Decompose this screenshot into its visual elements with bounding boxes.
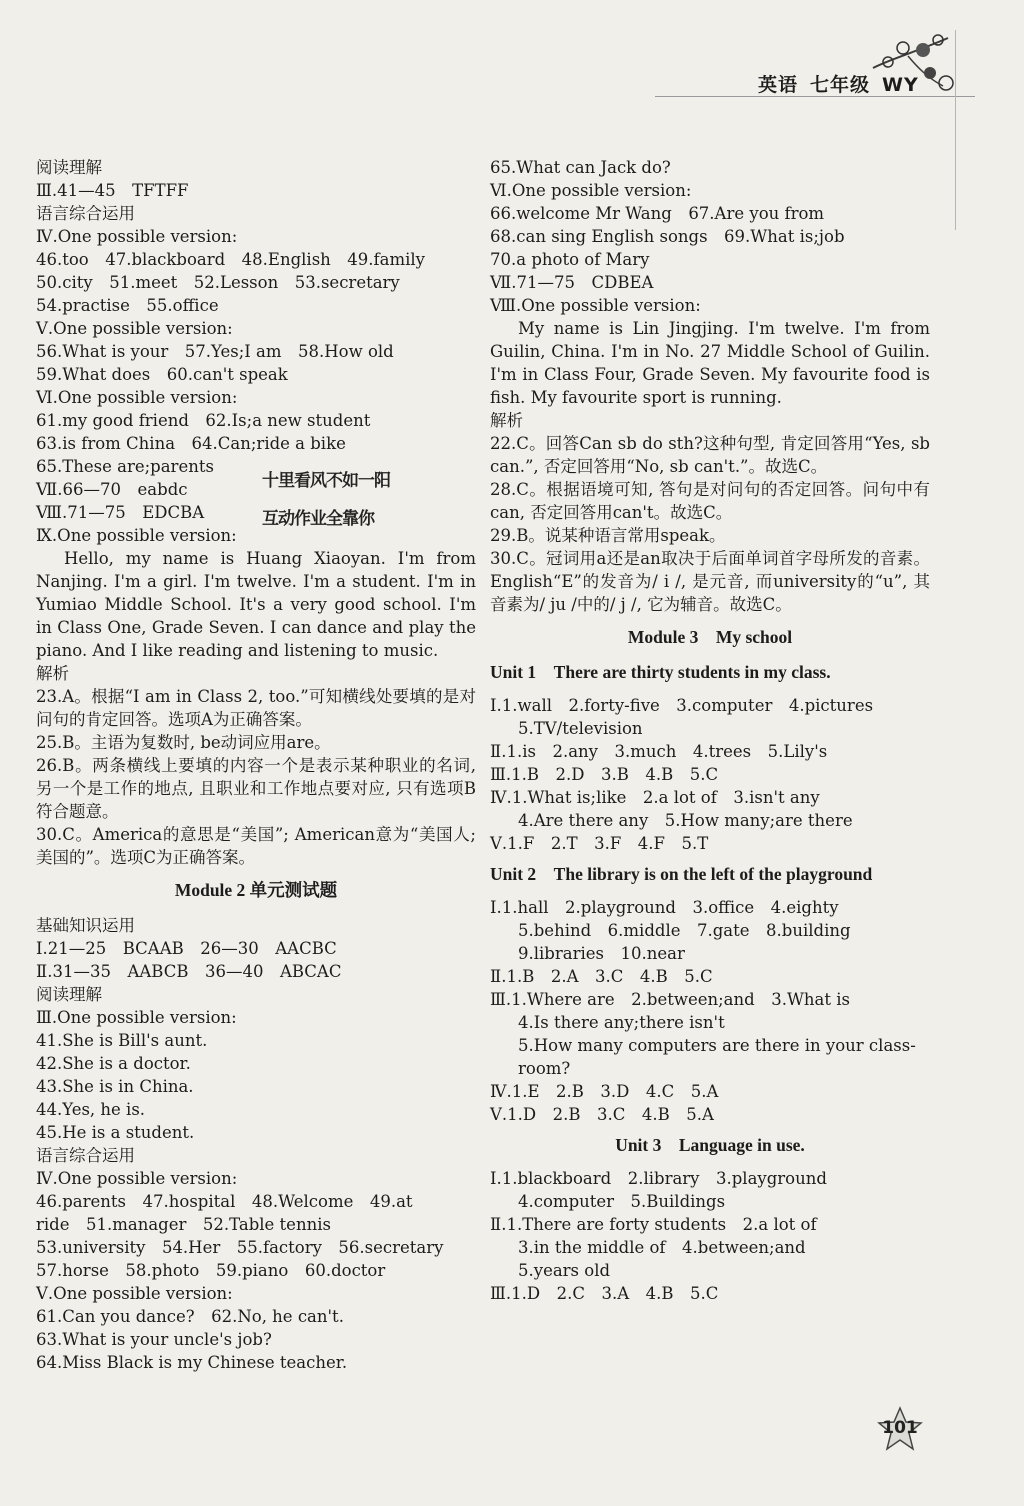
right-column bbox=[490, 156, 930, 1305]
answer-line: Ⅵ.One possible version: bbox=[490, 181, 692, 200]
answer-line: Ⅰ.1.hall 2.playground 3.office 4.eighty bbox=[490, 898, 839, 917]
essay-paragraph: My name is Lin Jingjing. I'm twelve. I'm from Guilin, China. I'm in No. 27 Middle School of Guilin. I'm in Class Four, Grade Seven. My favourite food is fish. My favourite sport is running. bbox=[490, 319, 930, 407]
page-number-badge bbox=[876, 1405, 924, 1453]
analysis-item: 25.B。主语为复数时, be动词应用are。 bbox=[36, 733, 331, 752]
answer-line: 阅读理解 bbox=[36, 985, 102, 1004]
answer-line: Ⅳ.1.What is;like 2.a lot of 3.isn't any bbox=[490, 788, 820, 807]
left-bottom-lines bbox=[36, 914, 476, 1374]
answer-line: Ⅶ.71—75 CDBEA bbox=[490, 273, 654, 292]
answer-line: Ⅰ.21—25 BCAAB 26—30 AACBC bbox=[36, 939, 337, 958]
answer-line: 4.Is there any;there isn't bbox=[518, 1013, 725, 1032]
answer-line: 阅读理解 bbox=[36, 158, 102, 177]
answer-line: 50.city 51.meet 52.Lesson 53.secretary bbox=[36, 273, 400, 292]
answer-line: 语言综合运用 bbox=[36, 204, 135, 223]
analysis-item: 26.B。两条横线上要填的内容一个是表示某种职业的名词, 另一个是工作的地点, 且职业和工作地点要对应, 只有选项B符合题意。 bbox=[36, 756, 476, 821]
answer-line: 9.libraries 10.near bbox=[518, 944, 685, 963]
analysis-item: 22.C。回答Can sb do sth?这种句型, 肯定回答用“Yes, sb can.”, 否定回答用“No, sb can't.”。故选C。 bbox=[490, 434, 930, 476]
answer-line: 66.welcome Mr Wang 67.Are you from bbox=[490, 204, 825, 223]
answer-line: 64.Miss Black is my Chinese teacher. bbox=[36, 1353, 348, 1372]
answer-line: 61.my good friend 62.Is;a new student bbox=[36, 411, 371, 430]
answer-line: 61.Can you dance? 62.No, he can't. bbox=[36, 1307, 344, 1326]
answer-line: 46.too 47.blackboard 48.English 49.family bbox=[36, 250, 426, 269]
answer-line: Ⅶ.66—70 eabdc bbox=[36, 480, 188, 499]
answer-line: Ⅲ.1.Where are 2.between;and 3.What is bbox=[490, 990, 850, 1009]
unit1-title: Unit 1 There are thirty students in my class. bbox=[490, 662, 831, 682]
answer-line: room? bbox=[518, 1059, 571, 1078]
answer-line: 68.can sing English songs 69.What is;job bbox=[490, 227, 845, 246]
grade-label: 七年级 bbox=[810, 74, 871, 96]
answer-line: Ⅰ.1.blackboard 2.library 3.playground bbox=[490, 1169, 827, 1188]
unit2-title: Unit 2 The library is on the left of the playground bbox=[490, 864, 873, 884]
answer-line: 3.in the middle of 4.between;and bbox=[518, 1238, 806, 1257]
answer-line: Ⅳ.One possible version: bbox=[36, 227, 238, 246]
answer-line: 54.practise 55.office bbox=[36, 296, 219, 315]
answer-line: 4.computer 5.Buildings bbox=[518, 1192, 726, 1211]
answer-line: 63.is from China 64.Can;ride a bike bbox=[36, 434, 346, 453]
handwritten-note-2: 互动作业全靠你 bbox=[262, 509, 374, 529]
analysis-label: 解析 bbox=[36, 664, 69, 683]
answer-line: Ⅵ.One possible version: bbox=[36, 388, 238, 407]
answer-line: Ⅱ.1.is 2.any 3.much 4.trees 5.Lily's bbox=[490, 742, 828, 761]
answer-line: Ⅷ.One possible version: bbox=[490, 296, 701, 315]
answer-line: 43.She is in China. bbox=[36, 1077, 194, 1096]
answer-line: Ⅴ.1.D 2.B 3.C 4.B 5.A bbox=[490, 1105, 714, 1124]
analysis-item: 28.C。根据语境可知, 答句是对问句的否定回答。问句中有can, 否定回答用can't。故选C。 bbox=[490, 480, 930, 522]
essay-paragraph: Hello, my name is Huang Xiaoyan. I'm from Nanjing. I'm a girl. I'm twelve. I'm a student. I'm in Yumiao Middle School. It's a very good school. I'm in Class One, Grade Seven. I can dance and play the piano. And I like reading and listening to music. bbox=[36, 549, 476, 660]
answer-line: 70.a photo of Mary bbox=[490, 250, 650, 269]
subject-label: 英语 bbox=[758, 74, 799, 96]
answer-line: Ⅴ.One possible version: bbox=[36, 319, 233, 338]
answer-line: Ⅳ.One possible version: bbox=[36, 1169, 238, 1188]
answer-line: 4.Are there any 5.How many;are there bbox=[518, 811, 853, 830]
answer-line: Ⅲ.41—45 TFTFF bbox=[36, 181, 189, 200]
answer-line: Ⅴ.1.F 2.T 3.F 4.F 5.T bbox=[490, 834, 709, 853]
answer-line: Ⅰ.1.wall 2.forty-five 3.computer 4.pictures bbox=[490, 696, 874, 715]
answer-line: 56.What is your 57.Yes;I am 58.How old bbox=[36, 342, 394, 361]
page-number: 101 bbox=[882, 1418, 918, 1438]
answer-line: 42.She is a doctor. bbox=[36, 1054, 191, 1073]
unit3-title: Unit 3 Language in use. bbox=[615, 1135, 805, 1155]
analysis-item: 30.C。冠词用a还是an取决于后面单词首字母所发的音素。English“E”的发音为/ i /, 是元音, 而university的“u”, 其音素为/ ju /中的/ j /, 它为辅音。故选C。 bbox=[490, 549, 930, 614]
answer-line: Ⅴ.One possible version: bbox=[36, 1284, 233, 1303]
answer-line: 5.years old bbox=[518, 1261, 611, 1280]
answer-line: Ⅷ.71—75 EDCBA bbox=[36, 503, 205, 522]
answer-line: Ⅸ.One possible version: bbox=[36, 526, 237, 545]
answer-line: 基础知识运用 bbox=[36, 916, 135, 935]
analysis-item: 23.A。根据“I am in Class 2, too.”可知横线处要填的是对问句的肯定回答。选项A为正确答案。 bbox=[36, 687, 476, 729]
answer-line: 53.university 54.Her 55.factory 56.secretary bbox=[36, 1238, 444, 1257]
margin-rule bbox=[955, 30, 956, 230]
answer-line: 5.behind 6.middle 7.gate 8.building bbox=[518, 921, 851, 940]
answer-line: Ⅱ.1.There are forty students 2.a lot of bbox=[490, 1215, 817, 1234]
answer-line: Ⅲ.One possible version: bbox=[36, 1008, 237, 1027]
answer-line: Ⅳ.1.E 2.B 3.D 4.C 5.A bbox=[490, 1082, 719, 1101]
module3-title: Module 3 My school bbox=[627, 627, 793, 647]
handwritten-note-1: 十里看风不如一阳 bbox=[262, 471, 390, 491]
answer-line: 5.TV/television bbox=[518, 719, 643, 738]
answer-line: 57.horse 58.photo 59.piano 60.doctor bbox=[36, 1261, 386, 1280]
analysis-item: 30.C。America的意思是“美国”; American意为“美国人;美国的”。选项C为正确答案。 bbox=[36, 825, 476, 867]
answer-line: 44.Yes, he is. bbox=[36, 1100, 146, 1119]
answer-line: 语言综合运用 bbox=[36, 1146, 135, 1165]
answer-line: 46.parents 47.hospital 48.Welcome 49.at bbox=[36, 1192, 413, 1211]
header-title bbox=[758, 70, 931, 97]
answer-line: ride 51.manager 52.Table tennis bbox=[36, 1215, 331, 1234]
answer-line: 65.What can Jack do? bbox=[490, 158, 671, 177]
analysis-item: 29.B。说某种语言常用speak。 bbox=[490, 526, 726, 545]
answer-line: 63.What is your uncle's job? bbox=[36, 1330, 272, 1349]
answer-line: 65.These are;parents bbox=[36, 457, 214, 476]
answer-line: Ⅱ.1.B 2.A 3.C 4.B 5.C bbox=[490, 967, 713, 986]
answer-line: 59.What does 60.can't speak bbox=[36, 365, 288, 384]
answer-line: Ⅲ.1.D 2.C 3.A 4.B 5.C bbox=[490, 1284, 719, 1303]
answer-line: 5.How many computers are there in your class- bbox=[518, 1036, 916, 1055]
answer-line: 45.He is a student. bbox=[36, 1123, 195, 1142]
left-top-lines bbox=[36, 156, 476, 547]
left-column bbox=[36, 156, 476, 1374]
analysis-label: 解析 bbox=[490, 411, 523, 430]
page-header bbox=[0, 0, 1024, 110]
module2-title: Module 2 单元测试题 bbox=[174, 880, 338, 900]
header-rule bbox=[655, 96, 975, 97]
answer-line: 41.She is Bill's aunt. bbox=[36, 1031, 208, 1050]
answer-line: Ⅲ.1.B 2.D 3.B 4.B 5.C bbox=[490, 765, 719, 784]
edition-label: WY bbox=[882, 74, 919, 96]
answer-line: Ⅱ.31—35 AABCB 36—40 ABCAC bbox=[36, 962, 342, 981]
